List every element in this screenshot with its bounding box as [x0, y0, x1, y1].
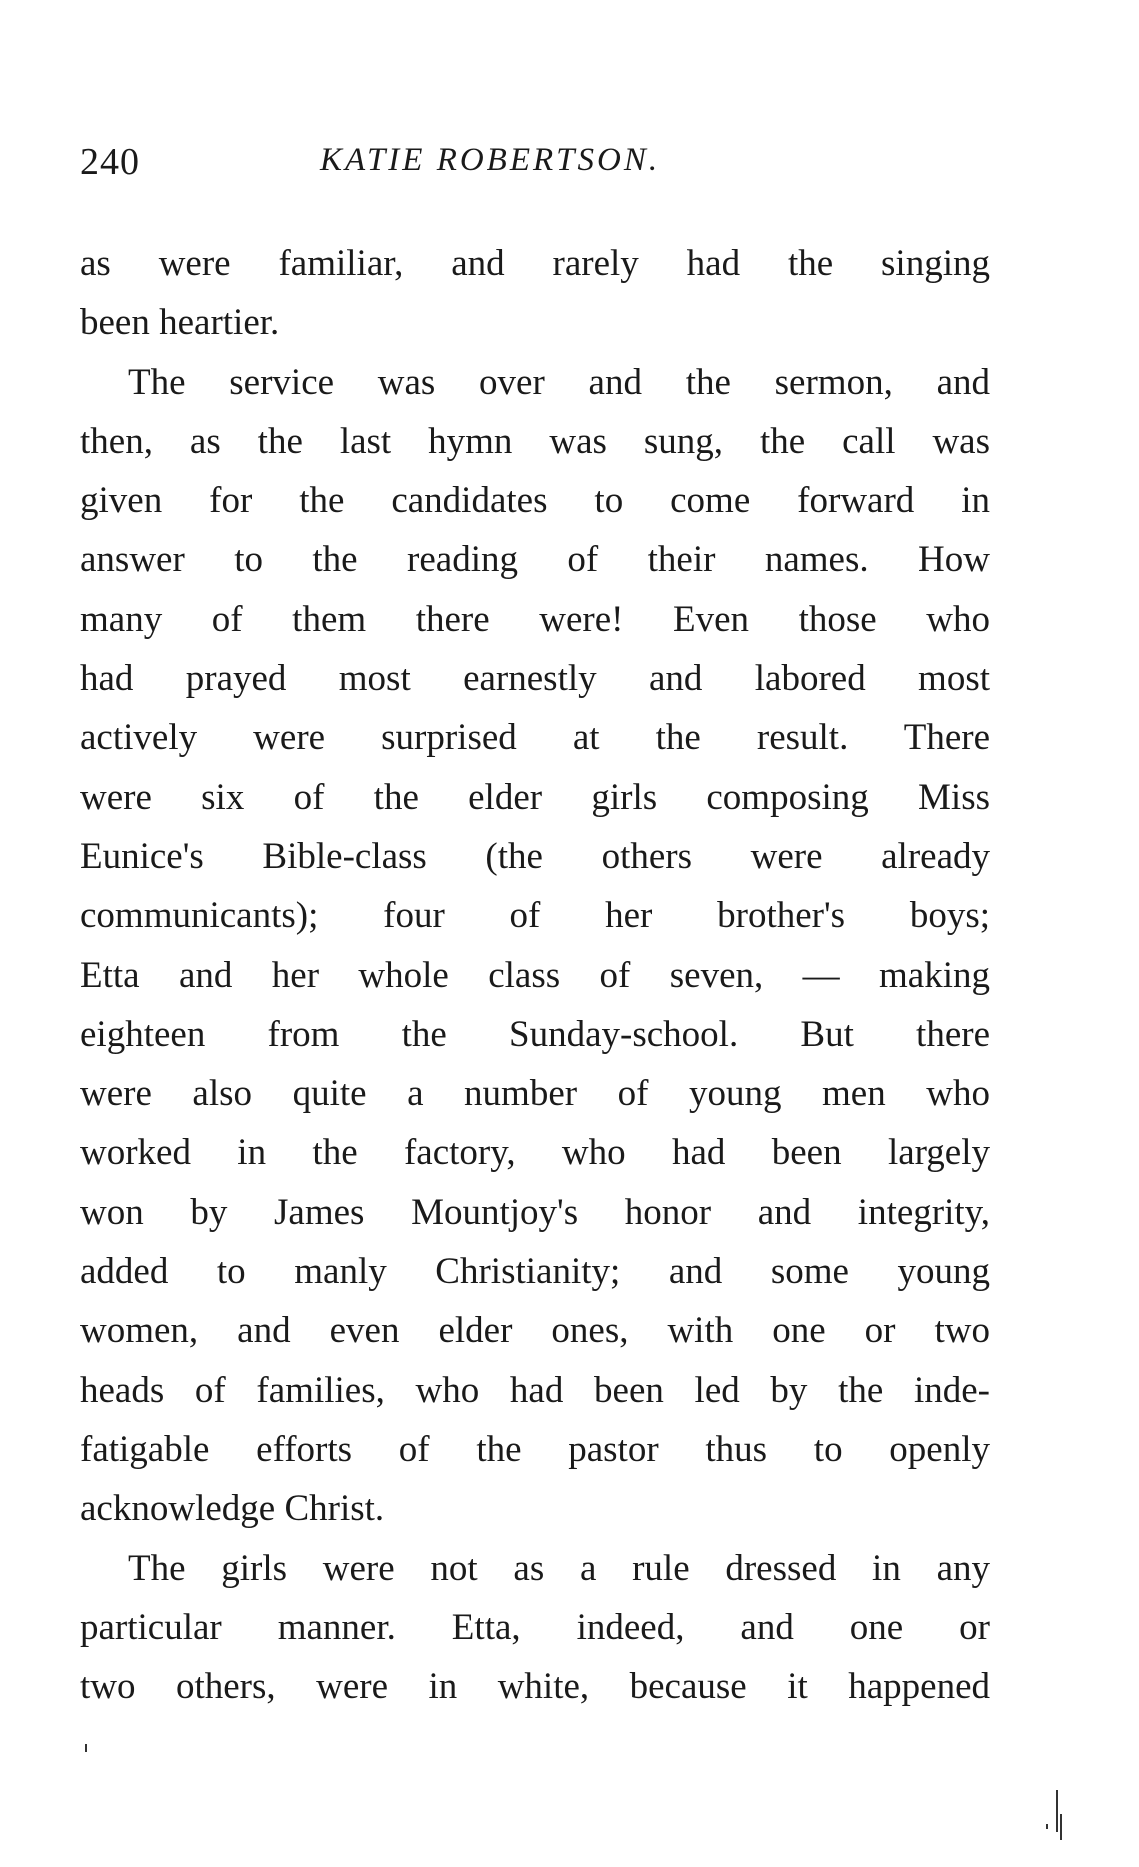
paragraph-3 — [80, 1539, 990, 1717]
text-line: given for the candidates to come forward in — [80, 480, 990, 522]
text-line: acknowledge Christ. — [80, 1488, 385, 1530]
text-line: worked in the factory, who had been largely — [80, 1132, 990, 1174]
text-line: two others, were in white, because it happened — [80, 1666, 990, 1708]
text-line: many of them there were! Even those who — [80, 598, 990, 640]
text-line: Eunice's Bible-class (the others were already — [80, 835, 990, 877]
scan-speck — [85, 1744, 87, 1752]
text-line: eighteen from the Sunday-school. But there — [80, 1013, 990, 1055]
text-line: been heartier. — [80, 302, 280, 344]
scan-edge-mark — [1056, 1790, 1058, 1832]
text-line: women, and even elder ones, with one or two — [80, 1310, 990, 1352]
text-line: had prayed most earnestly and labored most — [80, 658, 990, 700]
scan-edge-mark — [1060, 1814, 1062, 1840]
paragraph-2 — [80, 353, 990, 1539]
text-line: as were familiar, and rarely had the singing — [80, 243, 990, 284]
text-line: won by James Mountjoy's honor and integrity, — [80, 1191, 990, 1233]
text-line: fatigable efforts of the pastor thus to openly — [80, 1428, 990, 1470]
text-line: then, as the last hymn was sung, the call was — [80, 420, 990, 462]
scan-speck — [1046, 1824, 1048, 1829]
text-line: particular manner. Etta, indeed, and one or — [80, 1606, 990, 1648]
text-line: were six of the elder girls composing Miss — [80, 776, 990, 818]
text-line: heads of families, who had been led by the inde- — [80, 1369, 990, 1411]
text-line: communicants); four of her brother's boys; — [80, 895, 990, 937]
text-line: actively were surprised at the result. There — [80, 717, 990, 759]
text-line: were also quite a number of young men who — [80, 1073, 990, 1115]
running-head — [80, 140, 980, 188]
page-number: 240 — [80, 141, 140, 183]
paragraph-1 — [80, 234, 990, 353]
text-line: Etta and her whole class of seven, — making — [80, 954, 990, 996]
text-line: The girls were not as a rule dressed in any — [128, 1547, 990, 1589]
text-line: The service was over and the sermon, and — [128, 361, 990, 403]
body-text — [80, 234, 990, 1716]
running-title: KATIE ROBERTSON. — [320, 142, 661, 178]
text-line: answer to the reading of their names. How — [80, 539, 990, 581]
text-line: added to manly Christianity; and some young — [80, 1251, 990, 1293]
